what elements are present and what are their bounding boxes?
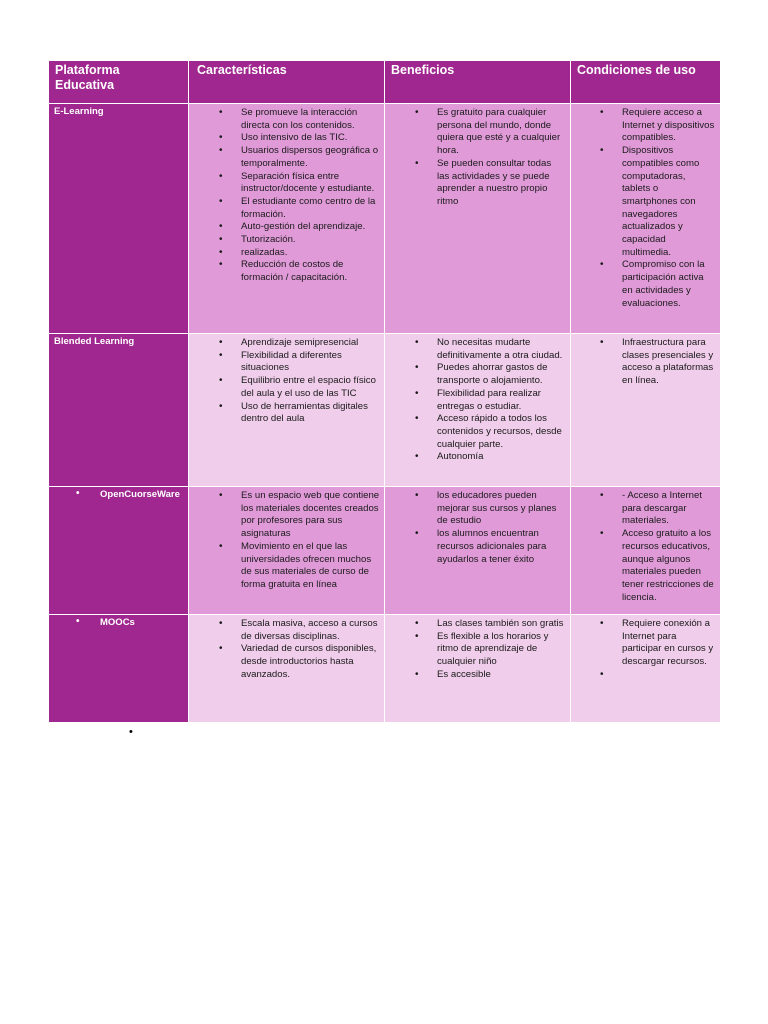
caracteristicas-list — [189, 104, 384, 285]
list-item: • Acceso gratuito a los recursos educativos, aunque algunos materiales pueden tener restricciones de licencia. — [571, 528, 716, 604]
beneficios-cell — [385, 334, 571, 487]
beneficios-list — [385, 487, 570, 566]
row-name — [49, 334, 189, 487]
list-item: • Usuarios dispersos geográfica o temporalmente. — [189, 145, 380, 170]
trailing-bullet: • — [129, 726, 133, 738]
list-item: • Uso intensivo de las TIC. — [189, 132, 380, 145]
row-name — [49, 487, 189, 615]
list-item: • Es accesible — [385, 669, 566, 682]
list-item: • Compromiso con la participación activa en actividades y evaluaciones. — [571, 259, 716, 310]
list-item: • Acceso rápido a todos los contenidos y recursos, desde cualquier parte. — [385, 413, 566, 451]
list-item: • los alumnos encuentran recursos adicionales para ayudarlos a tener éxito — [385, 528, 566, 566]
condiciones-list — [571, 334, 720, 388]
beneficios-cell — [385, 104, 571, 334]
row-name-label: MOOCs — [100, 617, 135, 628]
list-item: • Variedad de cursos disponibles, desde introductorios hasta avanzados. — [189, 643, 380, 681]
condiciones-cell — [571, 104, 720, 334]
condiciones-list — [571, 487, 720, 604]
list-item: • Las clases también son gratis — [385, 618, 566, 631]
list-item: • Movimiento en el que las universidades ofrecen muchos de sus materiales de curso de forma gratuita en línea — [189, 541, 380, 592]
header-plataforma: Plataforma Educativa — [49, 61, 189, 104]
caracteristicas-cell — [189, 334, 385, 487]
caracteristicas-cell — [189, 615, 385, 723]
beneficios-cell — [385, 615, 571, 723]
list-item: • los educadores pueden mejorar sus cursos y planes de estudio — [385, 490, 566, 528]
list-item: • Aprendizaje semipresencial — [189, 337, 380, 350]
row-name-label: E-Learning — [54, 106, 104, 117]
list-item: • Flexibilidad a diferentes situaciones — [189, 350, 380, 375]
list-item: • Flexibilidad para realizar entregas o estudiar. — [385, 388, 566, 413]
platforms-table — [49, 61, 720, 723]
list-item: • Puedes ahorrar gastos de transporte o alojamiento. — [385, 362, 566, 387]
list-item: • Requiere acceso a Internet y dispositivos compatibles. — [571, 107, 716, 145]
caracteristicas-cell — [189, 104, 385, 334]
list-item: • Separación física entre instructor/docente y estudiante. — [189, 171, 380, 196]
list-item: • El estudiante como centro de la formación. — [189, 196, 380, 221]
header-caracteristicas: Características — [189, 61, 385, 104]
header-beneficios: Beneficios — [385, 61, 571, 104]
caracteristicas-cell — [189, 487, 385, 615]
list-item: • Reducción de costos de formación / capacitación. — [189, 259, 380, 284]
list-item: • Es flexible a los horarios y ritmo de aprendizaje de cualquier niño — [385, 631, 566, 669]
row-name — [49, 104, 189, 334]
row-name-label: Blended Learning — [54, 336, 135, 347]
list-item: • Tutorización. — [189, 234, 380, 247]
list-item: • Es un espacio web que contiene los materiales docentes creados por profesores para sus asignaturas — [189, 490, 380, 541]
condiciones-list — [571, 615, 720, 669]
condiciones-cell — [571, 487, 720, 615]
list-item: • No necesitas mudarte definitivamente a otra ciudad. — [385, 337, 566, 362]
condiciones-cell — [571, 615, 720, 723]
list-item: • - Acceso a Internet para descargar materiales. — [571, 490, 716, 528]
beneficios-list — [385, 615, 570, 682]
list-item: • Infraestructura para clases presenciales y acceso a plataformas en línea. — [571, 337, 716, 388]
row-name-label: OpenCuorseWare — [100, 489, 180, 500]
list-item: • Se pueden consultar todas las actividades y se puede aprender a nuestro propio ritmo — [385, 158, 566, 209]
row-name — [49, 615, 189, 723]
beneficios-list — [385, 104, 570, 209]
list-item: • Escala masiva, acceso a cursos de diversas disciplinas. — [189, 618, 380, 643]
condiciones-cell — [571, 334, 720, 487]
list-item: • Es gratuito para cualquier persona del mundo, donde quiera que esté y a cualquier hora. — [385, 107, 566, 158]
header-condiciones: Condiciones de uso — [571, 61, 720, 104]
caracteristicas-list — [189, 487, 384, 592]
list-item: • Requiere conexión a Internet para participar en cursos y descargar recursos. — [571, 618, 716, 669]
condiciones-list — [571, 104, 720, 310]
list-item: • Equilibrio entre el espacio físico del aula y el uso de las TIC — [189, 375, 380, 400]
list-item: • Autonomía — [385, 451, 566, 464]
list-item: • Auto-gestión del aprendizaje. — [189, 221, 380, 234]
list-item: • Dispositivos compatibles como computadoras, tablets o smartphones con navegadores actualizados y capacidad multimedia. — [571, 145, 716, 259]
caracteristicas-list — [189, 334, 384, 426]
list-item: • Uso de herramientas digitales dentro del aula — [189, 401, 380, 426]
beneficios-list — [385, 334, 570, 464]
list-item: • Se promueve la interacción directa con los contenidos. — [189, 107, 380, 132]
list-item: • realizadas. — [189, 247, 380, 260]
beneficios-cell — [385, 487, 571, 615]
caracteristicas-list — [189, 615, 384, 682]
